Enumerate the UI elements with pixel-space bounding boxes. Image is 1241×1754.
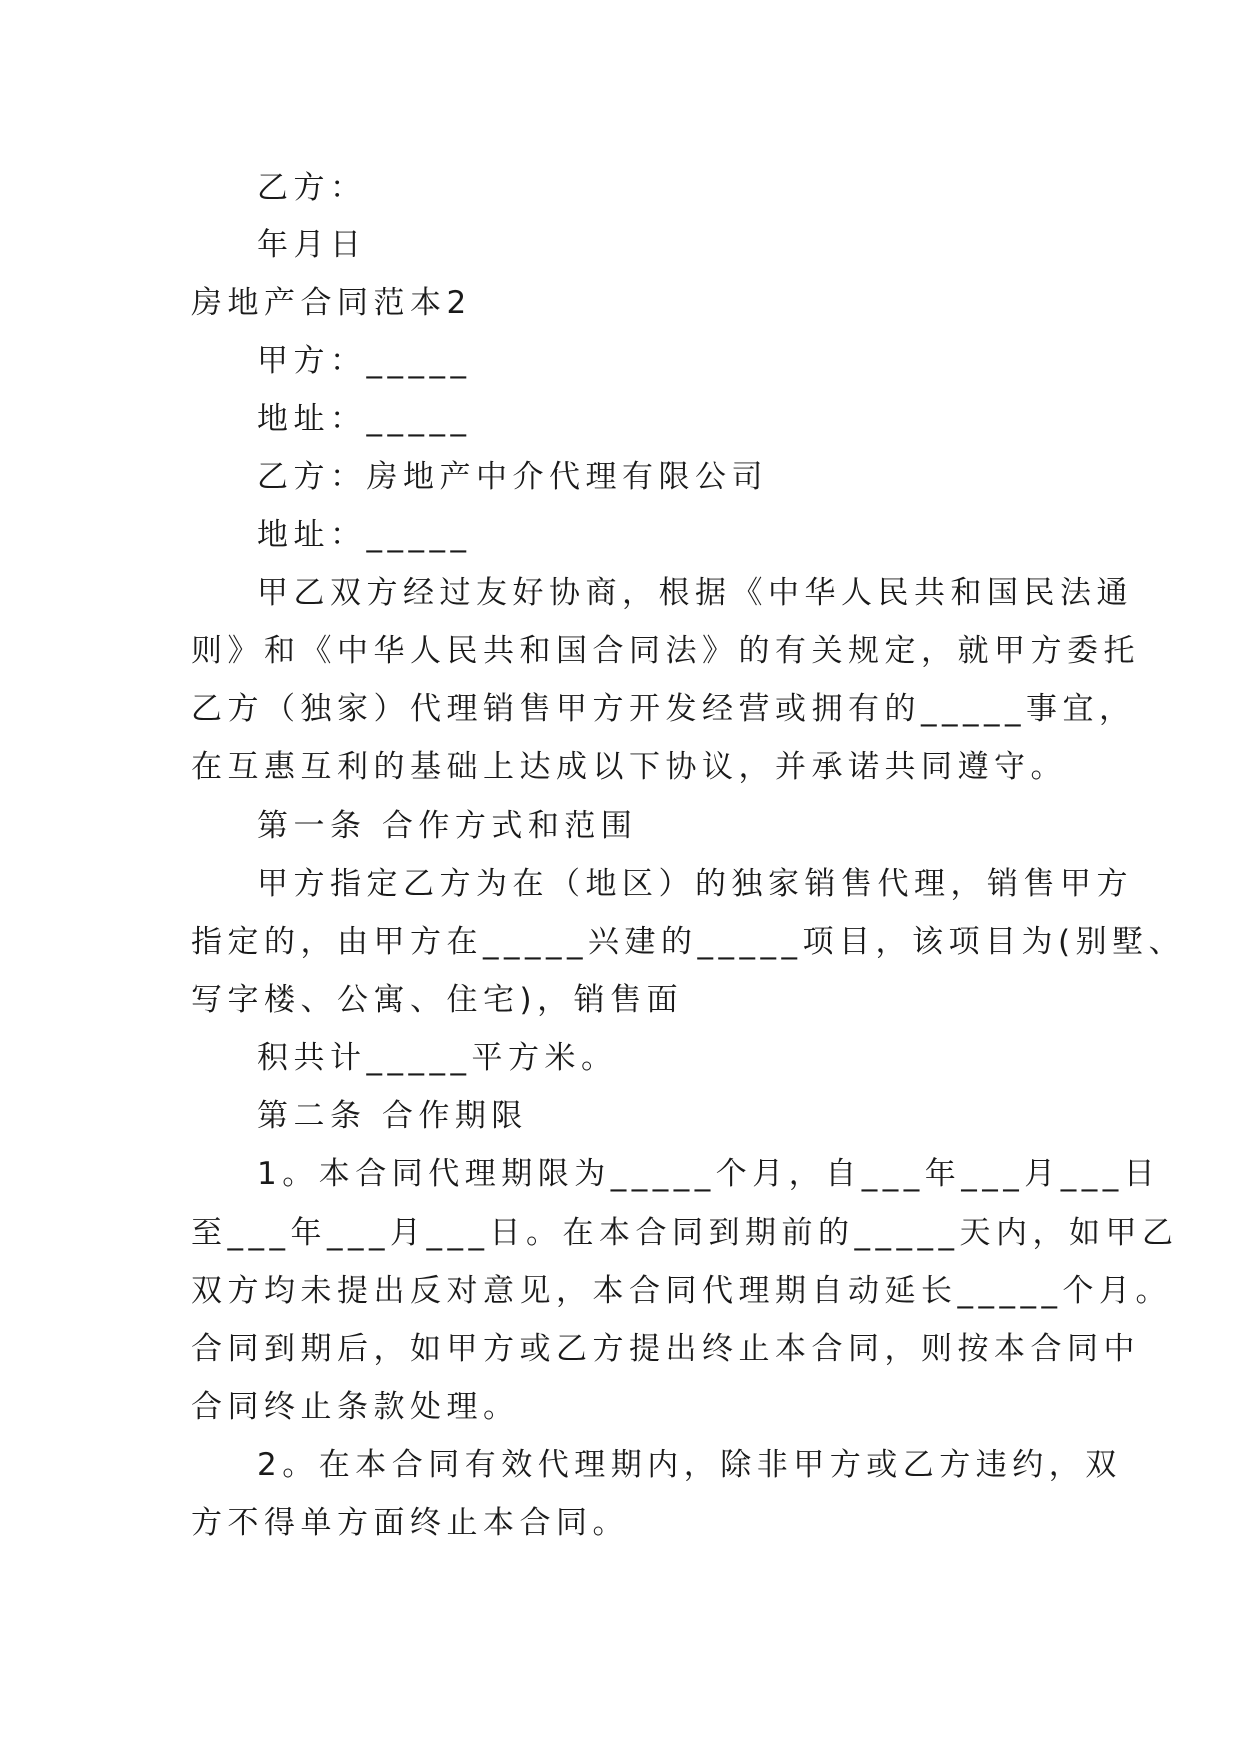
article-body-line: 2。在本合同有效代理期内，除非甲方或乙方违约，双	[257, 1447, 1122, 1483]
preamble-line: 甲乙双方经过友好协商，根据《中华人民共和国民法通	[257, 575, 1133, 611]
date-line: 年月日	[257, 227, 367, 263]
article-body-line: 至___年___月___日。在本合同到期前的_____天内，如甲乙	[191, 1215, 1179, 1251]
party-a-line: 甲方：_____	[257, 343, 472, 379]
article-body-line: 双方均未提出反对意见，本合同代理期自动延长_____个月。	[191, 1273, 1172, 1309]
article-body-line: 积共计_____平方米。	[257, 1040, 618, 1076]
article-body-line: 指定的，由甲方在_____兴建的_____项目，该项目为(别墅、	[191, 924, 1186, 960]
party-b-address-line: 地址：_____	[257, 517, 472, 553]
party-a-address-line: 地址：_____	[257, 401, 472, 437]
article-body-line: 1。本合同代理期限为_____个月，自___年___月___日	[257, 1156, 1161, 1192]
party-b-line: 乙方：房地产中介代理有限公司	[257, 459, 768, 495]
preamble-line: 则》和《中华人民共和国合同法》的有关规定，就甲方委托	[191, 633, 1140, 669]
article-body-line: 合同到期后，如甲方或乙方提出终止本合同，则按本合同中	[191, 1331, 1140, 1367]
preamble-line: 乙方（独家）代理销售甲方开发经营或拥有的_____事宜，	[191, 691, 1136, 727]
party-b-signature-line: 乙方：	[257, 170, 367, 206]
article-body-line: 甲方指定乙方为在（地区）的独家销售代理，销售甲方	[257, 866, 1133, 902]
article-body-line: 方不得单方面终止本合同。	[191, 1505, 629, 1541]
section-title: 房地产合同范本2	[191, 285, 472, 321]
preamble-line: 在互惠互利的基础上达成以下协议，并承诺共同遵守。	[191, 749, 1067, 785]
article-body-line: 合同终止条款处理。	[191, 1389, 520, 1425]
article-body-line: 写字楼、公寓、住宅)，销售面	[191, 982, 684, 1018]
article-heading: 第二条 合作期限	[257, 1098, 528, 1134]
article-heading: 第一条 合作方式和范围	[257, 808, 638, 844]
